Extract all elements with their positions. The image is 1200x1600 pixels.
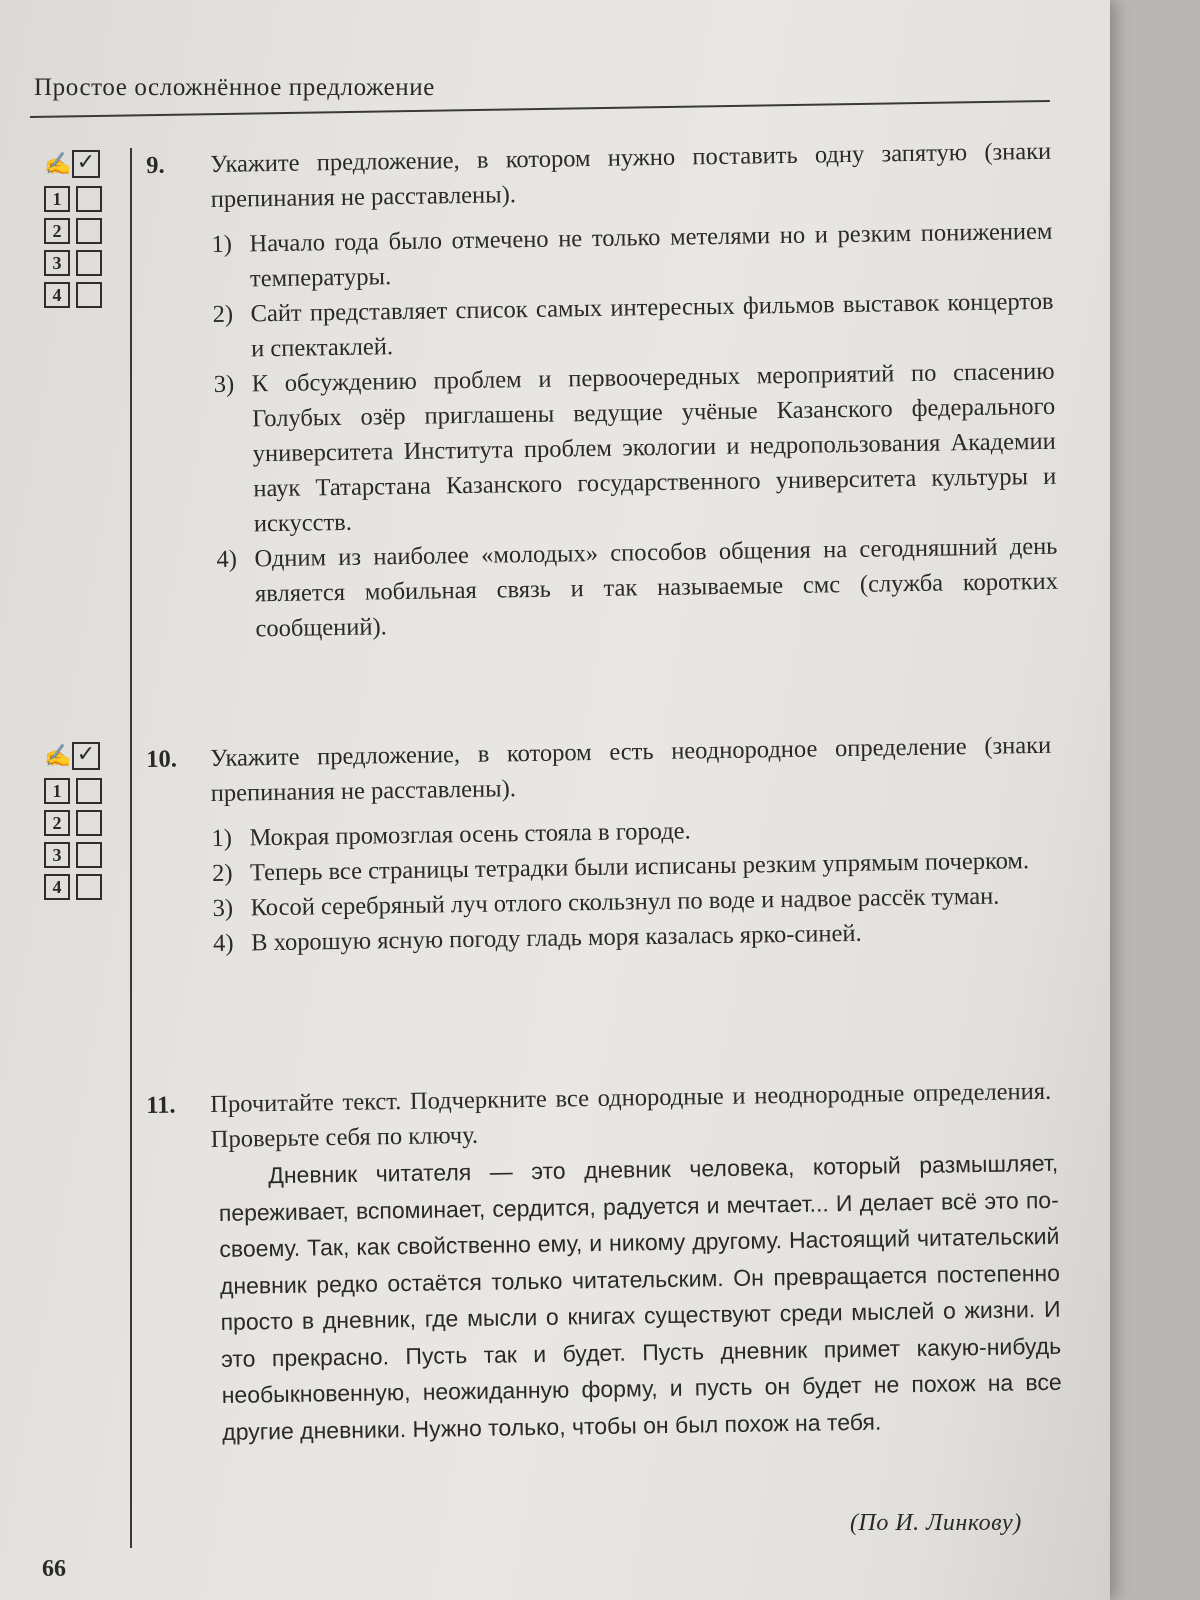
margin-divider [130,148,132,1548]
answer-number-box: 2 [44,810,70,836]
answer-checkbox[interactable] [76,810,102,836]
option-number: 2) [211,859,233,887]
option-number: 1) [211,230,233,258]
self-check-row [44,218,108,244]
answer-option [212,284,1054,367]
self-check-row [44,250,108,276]
option-text: Сайт представляет список самых интересных фильмов выставок концертов и спектаклей. [250,287,1054,363]
self-check-task-10 [44,740,108,900]
task-header [146,134,1052,218]
self-check-row [44,810,108,836]
answer-checkbox[interactable] [76,842,102,868]
option-text: Начало года было отмечено не только метелями но и резким понижением температуры. [249,217,1053,293]
answer-option [213,354,1057,542]
self-check-row [44,186,108,212]
answer-number-box: 1 [44,778,70,804]
passage-source: (По И. Линкову) [850,1510,1022,1536]
task-header [146,1074,1052,1158]
task-number: 10. [146,745,178,773]
answer-number-box: 1 [44,186,70,212]
task-9 [146,134,1059,648]
option-text: Косой серебряный луч отлого скользнул по воде и надвое рассёк туман. [250,882,1000,922]
option-number: 3) [213,370,235,398]
answer-number-box: 3 [44,250,70,276]
option-text: К обсуждению проблем и первоочередных мероприятий по спасению Голубых озёр приглашены ведущие учёные Казанского федерального университета Института проблем экологии и недропользования Академии наук Татарстана Казанского государственного университета культуры и искусств. [251,357,1057,538]
answer-checkbox[interactable] [76,874,102,900]
answer-number-box: 2 [44,218,70,244]
task-number: 11. [146,1091,176,1119]
option-number: 1) [211,824,233,852]
self-check-row [44,778,108,804]
answer-option [211,214,1053,297]
answer-checkbox[interactable] [76,186,102,212]
task-11 [146,1074,1052,1158]
task-number: 9. [146,151,165,179]
pencil-icon: ✍ [44,743,72,768]
reading-passage: Дневник читателя — это дневник человека, который размышляет, переживает, вспоминает, сердится, радуется и мечтает... И делает всё это по-своему. Так, как свойственно ему, и никому другому. Настоящий читательский дневник редко остаётся только читательским. Он превращается постепенно просто в дневник, где мысли о книгах существуют среди мыслей о жизни. И это прекрасно. Пусть так и будет. Пусть дневник примет какую-нибудь необыкновенную, неожиданную форму, и пусть он будет не похож на все другие дневники. Нужно только, чтобы он был похож на тебя. [218,1149,1062,1445]
answer-options [211,808,1054,961]
pencil-icon: ✍ [44,151,72,176]
option-number: 3) [212,894,234,922]
option-number: 4) [212,929,234,957]
answer-checkbox[interactable] [76,250,102,276]
answer-number-box: 4 [44,282,70,308]
self-check-header [44,148,108,180]
option-number: 4) [216,545,238,573]
task-header [146,728,1052,812]
option-text: Одним из наиболее «молодых» способов общения на сегодняшний день является мобильная связь и так называемые смс (служба коротких сообщений). [254,532,1059,643]
answer-number-box: 3 [44,842,70,868]
task-prompt: Укажите предложение, в котором есть неоднородное определение (знаки препинания не расставлены). [210,731,1052,807]
self-check-task-9 [44,148,108,308]
self-check-row [44,874,108,900]
option-number: 2) [212,300,234,328]
answer-checkbox[interactable] [76,282,102,308]
page-header-title: Простое осложнённое предложение [34,74,435,101]
self-check-row [44,842,108,868]
answer-option [216,529,1059,647]
self-check-row [44,282,108,308]
option-text: Теперь все страницы тетрадки были исписаны резким упрямым почерком. [249,847,1030,887]
answer-checkbox[interactable] [76,218,102,244]
task-prompt: Прочитайте текст. Подчеркните все однородные и неоднородные определения. Проверьте себя по ключу. [210,1077,1052,1153]
header-divider [30,100,1050,118]
page-number: 66 [42,1556,66,1582]
self-check-header [44,740,108,772]
task-10 [146,728,1054,962]
option-text: Мокрая промозглая осень стояла в городе. [249,817,691,852]
answer-options [211,214,1058,647]
task-prompt: Укажите предложение, в котором нужно поставить одну запятую (знаки препинания не расставлены). [210,137,1052,213]
checkmark-icon: ✓ [72,742,100,770]
option-text: В хорошую ясную погоду гладь моря казалась ярко-синей. [250,919,862,957]
answer-checkbox[interactable] [76,778,102,804]
checkmark-icon: ✓ [72,150,100,178]
answer-number-box: 4 [44,874,70,900]
